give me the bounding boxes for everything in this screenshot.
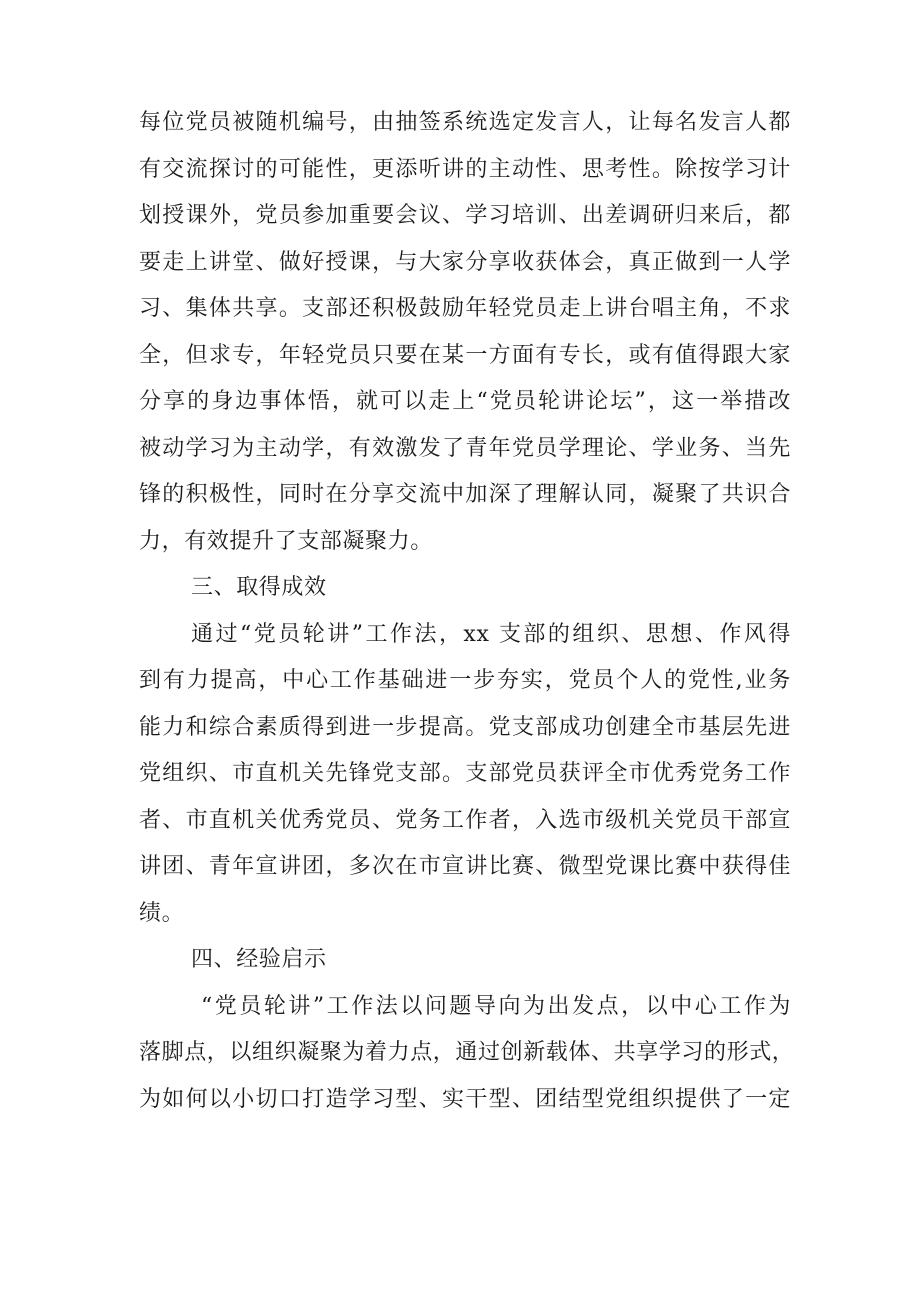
text-line: 为如何以小切口打造学习型、实干型、团结型党组织提供了一定	[139, 1086, 791, 1112]
section-heading-lessons: 四、经验启示	[191, 947, 327, 972]
text-line: 讲团、青年宣讲团，多次在市宣讲比赛、微型党课比赛中获得佳	[139, 854, 791, 879]
paragraph-continuation	[139, 100, 791, 565]
text-line: 全，但求专，年轻党员只要在某一方面有专长，或有值得跟大家	[139, 342, 791, 368]
paragraph-lessons	[139, 984, 795, 1124]
text-line: 力，有效提升了支部凝聚力。	[139, 528, 433, 554]
text-line: 党组织、市直机关先锋党支部。支部党员获评全市优秀党务工作	[139, 761, 791, 786]
text-line: 落脚点，以组织凝聚为着力点，通过创新载体、共享学习的形式，	[139, 1040, 795, 1065]
text-line: 者、市直机关优秀党员、党务工作者，入选市级机关党员干部宣	[139, 807, 791, 833]
text-line: 划授课外，党员参加重要会议、学习培训、出差调研归来后，都	[139, 203, 791, 228]
text-line: 锋的积极性，同时在分享交流中加深了理解认同，凝聚了共识合	[139, 482, 791, 507]
text-line: 有交流探讨的可能性，更添听讲的主动性、思考性。除按学习计	[139, 156, 791, 182]
paragraph-achievements	[139, 612, 791, 938]
document-body	[139, 100, 795, 1123]
text-line: 到有力提高，中心工作基础进一步夯实，党员个人的党性,业务	[139, 668, 791, 693]
text-line: 通过“党员轮讲”工作法，xx 支部的组织、思想、作风得	[191, 621, 791, 647]
text-line: “党员轮讲”工作法以问题导向为出发点，以中心工作为	[201, 993, 791, 1019]
text-line: 要走上讲堂、做好授课，与大家分享收获体会，真正做到一人学	[139, 249, 791, 275]
text-line: 每位党员被随机编号，由抽签系统选定发言人，让每名发言人都	[139, 110, 791, 135]
text-line: 被动学习为主动学，有效激发了青年党员学理论、学业务、当先	[139, 435, 791, 461]
section-heading-achievements: 三、取得成效	[191, 575, 327, 600]
text-line: 习、集体共享。支部还积极鼓励年轻党员走上讲台唱主角，不求	[139, 296, 791, 321]
text-line: 绩。	[139, 900, 185, 926]
text-line: 分享的身边事体悟，就可以走上“党员轮讲论坛”，这一举措改	[139, 389, 791, 414]
text-line: 能力和综合素质得到进一步提高。党支部成功创建全市基层先进	[139, 714, 791, 740]
